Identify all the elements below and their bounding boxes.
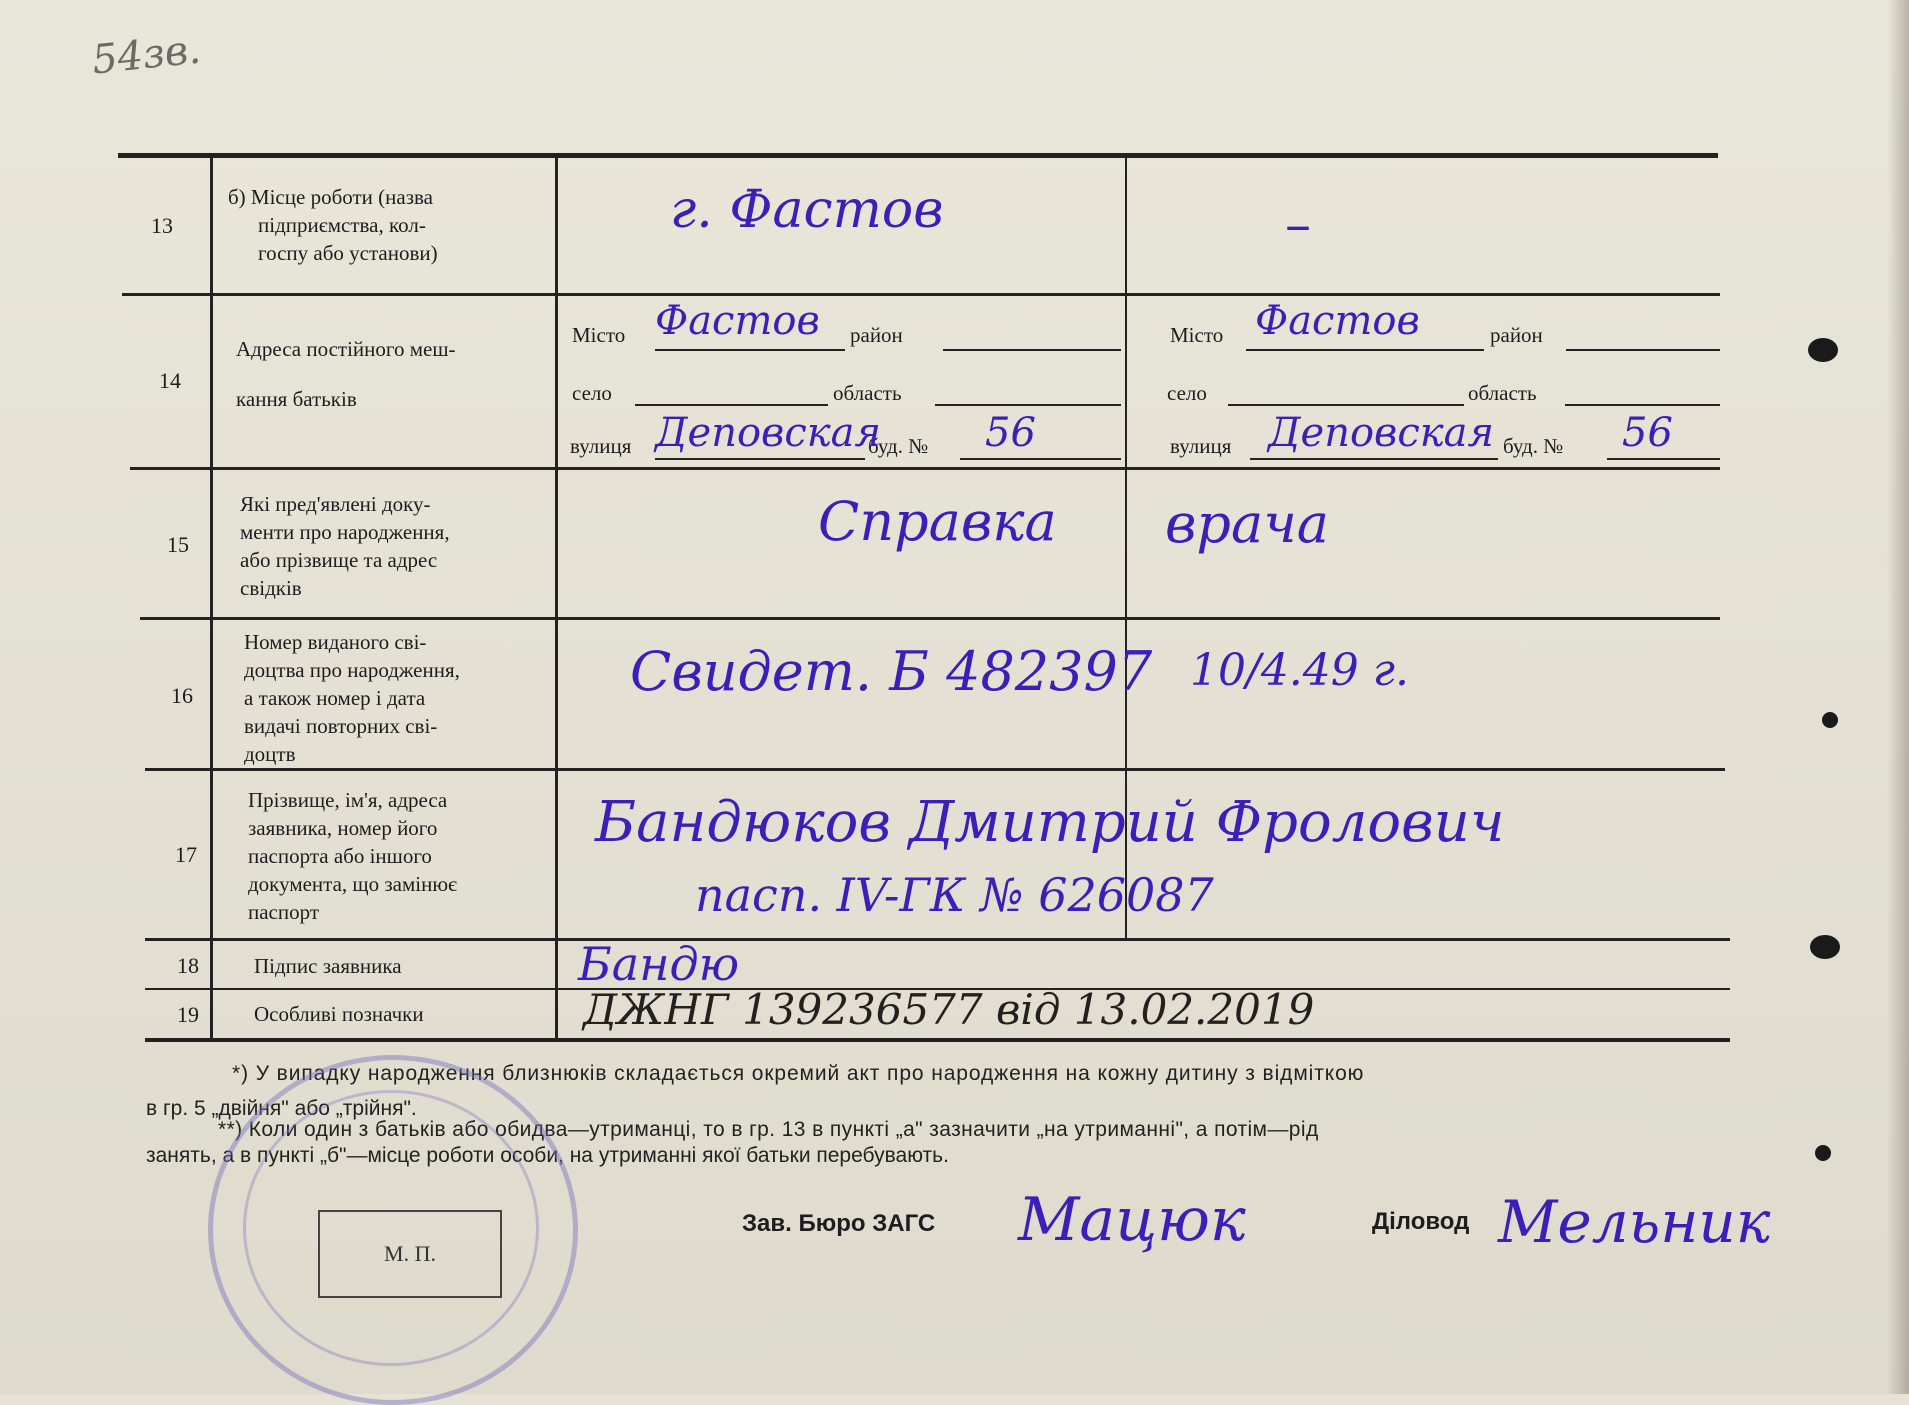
field-label-village: село (1167, 381, 1207, 405)
archive-page-number: 54зв. (89, 26, 203, 84)
head-of-registry-label: Зав. Бюро ЗАГС (742, 1210, 936, 1237)
field-label-village: село (572, 381, 612, 405)
row-13-label (228, 183, 548, 267)
head-of-registry-signature: Мацюк (1018, 1185, 1246, 1255)
applicant-signature: Бандю (578, 937, 740, 991)
row-13-col1-value: г. Фастов (670, 180, 944, 240)
label-line: доцтва про народження, (244, 658, 460, 682)
field-label-region: область (1468, 381, 1537, 405)
row-14-col2-city: Фастов (1255, 298, 1420, 344)
row-16-col1-value: Свидет. Б 482397 (630, 640, 1153, 703)
punch-hole (1822, 712, 1838, 728)
punch-hole (1815, 1145, 1831, 1161)
row-15-label (240, 490, 560, 602)
label-line: паспорта або іншого (248, 844, 432, 868)
row-14-col2-street: Деповская (1268, 410, 1494, 456)
fill-line (1246, 349, 1484, 351)
row-17-label (248, 786, 568, 926)
fill-line (655, 349, 845, 351)
fill-line (1565, 404, 1720, 406)
label-line: б) Місце роботи (назва (228, 185, 433, 209)
fill-line (943, 349, 1121, 351)
field-label-district: район (850, 323, 903, 347)
row-number-19: 19 (177, 1002, 199, 1027)
row-number-14: 14 (159, 368, 181, 393)
label-line: Прізвище, ім'я, адреса (248, 788, 448, 812)
label-line: госпу або установи) (258, 241, 438, 265)
row-14-col2-building: 56 (1622, 410, 1673, 456)
footnote-line: занять, а в пункті „б"—місце роботи особи, на утриманні якої батьки перебувають. (146, 1144, 949, 1167)
fill-line (1250, 458, 1498, 460)
field-label-city: Місто (1170, 323, 1224, 347)
fill-line (635, 404, 828, 406)
row-17-applicant-name: Бандюков Дмитрий Фролович (595, 790, 1505, 855)
label-line: Які пред'явлені доку- (240, 492, 431, 516)
row-15-col2-value: врача (1165, 492, 1329, 555)
field-label-region: область (833, 381, 902, 405)
field-label-street: вулиця (570, 434, 632, 458)
column-divider (210, 158, 213, 1038)
row-18-label: Підпис заявника (254, 954, 402, 978)
table-top-rule (118, 153, 1718, 158)
label-line: паспорт (248, 900, 320, 924)
label-line: свідків (240, 576, 302, 600)
row-16-col2-value: 10/4.49 г. (1190, 645, 1409, 696)
label-line: підприємства, кол- (258, 213, 426, 237)
label-line: заявника, номер його (248, 816, 438, 840)
row-number-17: 17 (175, 842, 197, 867)
label-line: або прізвище та адрес (240, 548, 438, 572)
field-label-street: вулиця (1170, 434, 1232, 458)
row-divider (122, 293, 1720, 296)
fill-line (935, 404, 1121, 406)
page-edge-shadow (1887, 0, 1909, 1394)
label-line: доцтв (244, 742, 296, 766)
stamp-place-box: М. П. (318, 1210, 502, 1298)
fill-line (1607, 458, 1720, 460)
row-17-passport: пасп. IV-ГК № 626087 (695, 868, 1214, 922)
footnote-line: *) У випадку народження близнюків складається окремий акт про народження на кожну дитину з відміткою (232, 1062, 1365, 1085)
fill-line (960, 458, 1121, 460)
fill-line (1566, 349, 1720, 351)
row-divider (145, 768, 1725, 771)
punch-hole (1808, 338, 1838, 362)
punch-hole (1810, 935, 1840, 959)
label-line: Номер виданого сві- (244, 630, 427, 654)
row-14-col1-street: Деповская (655, 410, 881, 456)
row-14-label (236, 335, 556, 413)
field-label-building: буд. № (1503, 434, 1564, 458)
label-line: кання батьків (236, 387, 357, 411)
field-label-district: район (1490, 323, 1543, 347)
row-divider (130, 467, 1720, 470)
footnote-line: **) Коли один з батьків або обидва—утриманці, то в гр. 13 в пункті „а" зазначити „на утриманні", а потім—рід (218, 1118, 1319, 1141)
clerk-label: Діловод (1372, 1208, 1470, 1235)
label-line: видачі повторних сві- (244, 714, 438, 738)
row-number-15: 15 (167, 532, 189, 557)
row-divider (145, 1038, 1730, 1042)
special-notes-value: ДЖНГ 139236577 від 13.02.2019 (583, 985, 1315, 1034)
row-14-col1-city: Фастов (655, 298, 820, 344)
row-divider (145, 938, 1730, 941)
row-15-col1-value: Справка (818, 490, 1057, 553)
row-number-18: 18 (177, 953, 199, 978)
label-line: а також номер і дата (244, 686, 426, 710)
row-number-13: 13 (151, 213, 173, 238)
row-19-label: Особливі позначки (254, 1002, 424, 1026)
field-label-city: Місто (572, 323, 626, 347)
clerk-signature: Мельник (1498, 1188, 1771, 1256)
row-divider (140, 617, 1720, 620)
footnote-line: в гр. 5 „двійня" або „трійня". (146, 1097, 417, 1120)
row-13-col2-value: – (1285, 195, 1311, 255)
fill-line (1228, 404, 1464, 406)
row-14-col1-building: 56 (985, 410, 1036, 456)
row-number-16: 16 (171, 683, 193, 708)
field-label-building: буд. № (868, 434, 929, 458)
row-16-label (244, 628, 564, 768)
label-line: менти про народження, (240, 520, 450, 544)
fill-line (655, 458, 865, 460)
label-line: документа, що замінює (248, 872, 458, 896)
label-line: Адреса постійного меш- (236, 337, 456, 361)
